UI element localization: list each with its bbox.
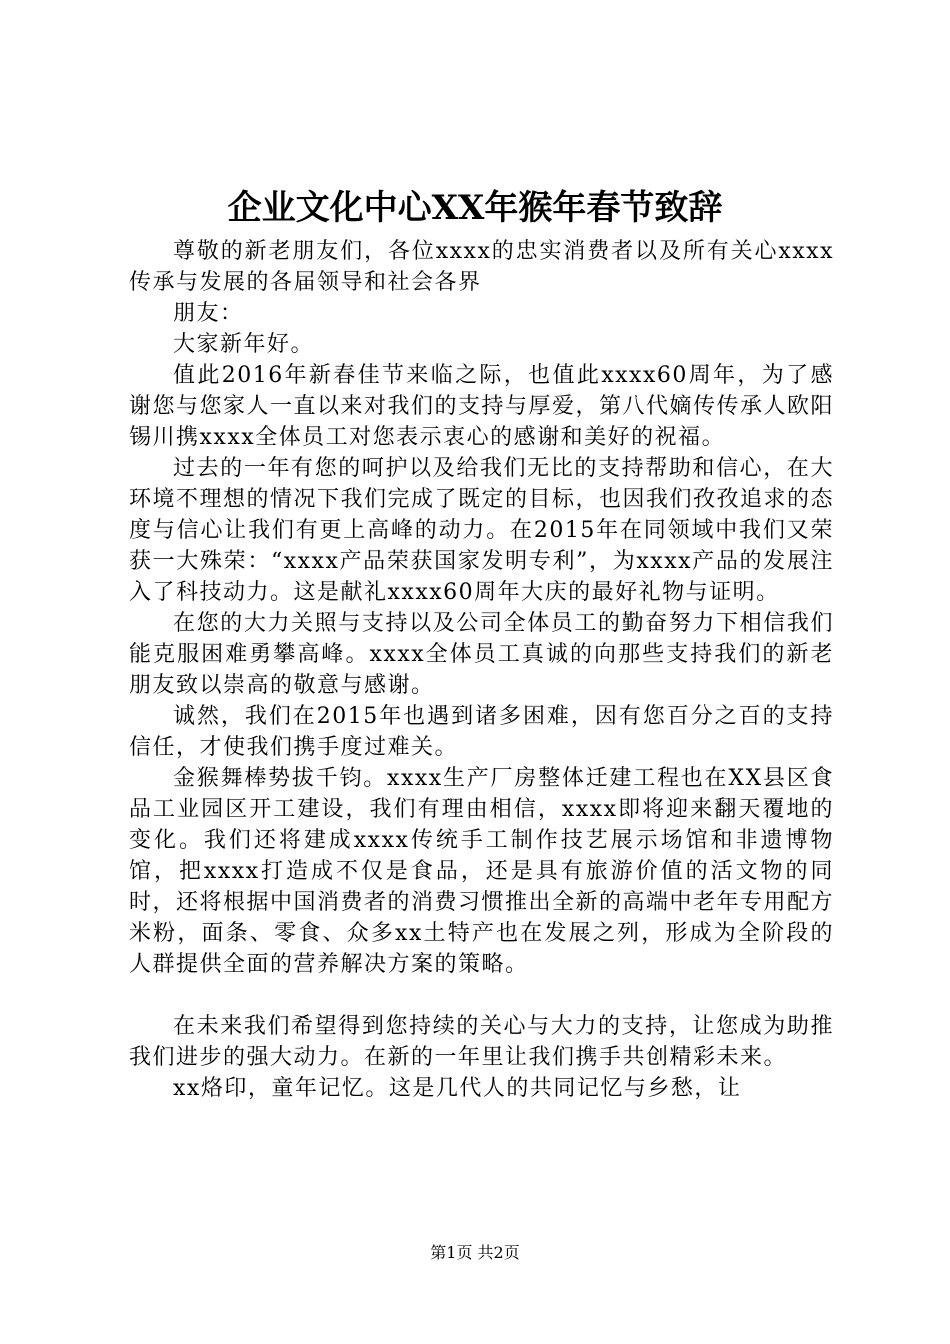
paragraph-memory: xx烙印，童年记忆。这是几代人的共同记忆与乡愁，让 — [173, 1076, 742, 1101]
document-body — [129, 236, 834, 1104]
document-title: 企业文化中心XX年猴年春节致辞 — [227, 188, 723, 228]
paragraph-difficulties: 诚然，我们在2015年也遇到诸多困难，因有您百分之百的支持信任，才使我们携手度过难关。 — [129, 704, 834, 760]
paragraph-support: 在您的大力关照与支持以及公司全体员工的勤奋努力下相信我们能克服困难勇攀高峰。xxxx全体员工真诚的向那些支持我们的新老朋友致以崇高的敬意与感谢。 — [129, 611, 834, 698]
paragraph-friends: 朋友： — [173, 301, 244, 326]
paragraph-future: 在未来我们希望得到您持续的关心与大力的支持，让您成为助推我们进步的强大动力。在新的一年里让我们携手共创精彩未来。 — [129, 1014, 834, 1070]
paragraph-anniversary: 值此2016年新春佳节来临之际，也值此xxxx60周年，为了感谢您与您家人一直以来对我们的支持与厚爱，第八代嫡传传承人欧阳锡川携xxxx全体员工对您表示衷心的感谢和美好的祝福。 — [129, 363, 835, 450]
paragraph-greeting: 尊敬的新老朋友们，各位xxxx的忠实消费者以及所有关心xxxx传承与发展的各届领导和社会各界 — [129, 239, 834, 295]
paragraph-past-year: 过去的一年有您的呵护以及给我们无比的支持帮助和信心，在大环境不理想的情况下我们完成了既定的目标，也因我们孜孜追求的态度与信心让我们有更上高峰的动力。在2015年在同领域中我们又荣获一大殊荣：“xxxx产品荣获国家发明专利”，为xxxx产品的发展注入了科技动力。这是献礼xxxx60周年大庆的最好礼物与证明。 — [129, 456, 835, 605]
paragraph-plans: 金猴舞棒势拔千钧。xxxx生产厂房整体迁建工程也在XX县区食品工业园区开工建设，我们有理由相信，xxxx即将迎来翻天覆地的变化。我们还将建成xxxx传统手工制作技艺展示场馆和非遗博物馆，把xxxx打造成不仅是食品，还是具有旅游价值的活文物的同时，还将根据中国消费者的消费习惯推出全新的高端中老年专用配方米粉，面条、零食、众多xx土特产也在发展之列，形成为全阶段的人群提供全面的营养解决方案的策略。 — [129, 766, 835, 977]
page-number: 第1页 共2页 — [430, 1243, 520, 1262]
paragraph-new-year: 大家新年好。 — [173, 332, 315, 357]
